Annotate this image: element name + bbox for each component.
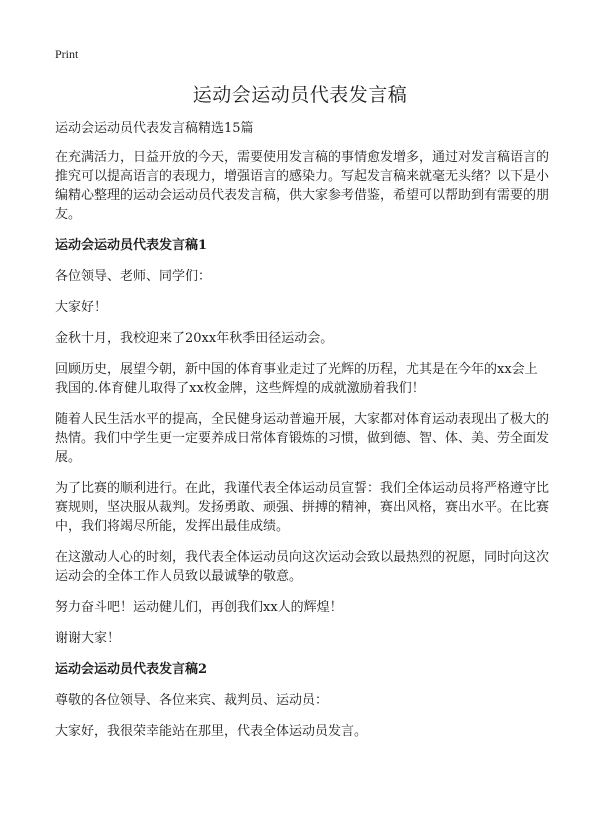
paragraph: 为了比赛的顺利进行。在此，我谨代表全体运动员宣誓：我们全体运动员将严格遵守比赛规则，坚决服从裁判。发扬勇敢、顽强、拼搏的精神，赛出风格，赛出水平。在比赛中，我们将竭尽所能，发挥出最佳成绩。 <box>55 481 550 534</box>
paragraph: 各位领导、老师、同学们： <box>55 269 212 284</box>
article-body <box>55 119 550 753</box>
paragraph: 在这激动人心的时刻，我代表全体运动员向这次运动会致以最热烈的祝愿，同时向这次运动会的全体工作人员致以最诚挚的敬意。 <box>55 550 550 584</box>
paragraph: 尊敬的各位领导、各位来宾、裁判员、运动员： <box>55 693 329 708</box>
paragraph: 大家好，我很荣幸能站在那里，代表全体运动员发言。 <box>55 724 368 739</box>
paragraph: 努力奋斗吧！运动健儿们，再创我们xx人的辉煌！ <box>55 600 343 615</box>
section-heading-2: 运动会运动员代表发言稿2 <box>55 662 208 677</box>
paragraph: 随着人民生活水平的提高，全民健身运动普遍开展，大家都对体育运动表现出了极大的热情。我们中学生更一定要养成日常体育锻炼的习惯，做到德、智、体、美、劳全面发展。 <box>55 412 550 465</box>
paragraph: 谢谢大家！ <box>55 631 121 646</box>
paragraph: 回顾历史，展望今朝，新中国的体育事业走过了光辉的历程，尤其是在今年的xx会上我国的.体育健儿取得了xx枚金牌，这些辉煌的成就激励着我们！ <box>55 362 538 396</box>
paragraph: 大家好！ <box>55 300 108 315</box>
article-subtitle: 运动会运动员代表发言稿精选15篇 <box>55 121 254 136</box>
paragraph: 金秋十月，我校迎来了20xx年秋季田径运动会。 <box>55 331 334 346</box>
intro-paragraph: 在充满活力，日益开放的今天，需要使用发言稿的事情愈发增多，通过对发言稿语言的推究可以提高语言的表现力，增强语言的感染力。写起发言稿来就毫无头绪？以下是小编精心整理的运动会运动员代表发言稿，供大家参考借鉴，希望可以帮助到有需要的朋友。 <box>55 150 550 222</box>
section-heading-1: 运动会运动员代表发言稿1 <box>55 238 208 253</box>
print-link[interactable]: Print <box>55 47 79 61</box>
page-title: 运动会运动员代表发言稿 <box>192 84 408 106</box>
